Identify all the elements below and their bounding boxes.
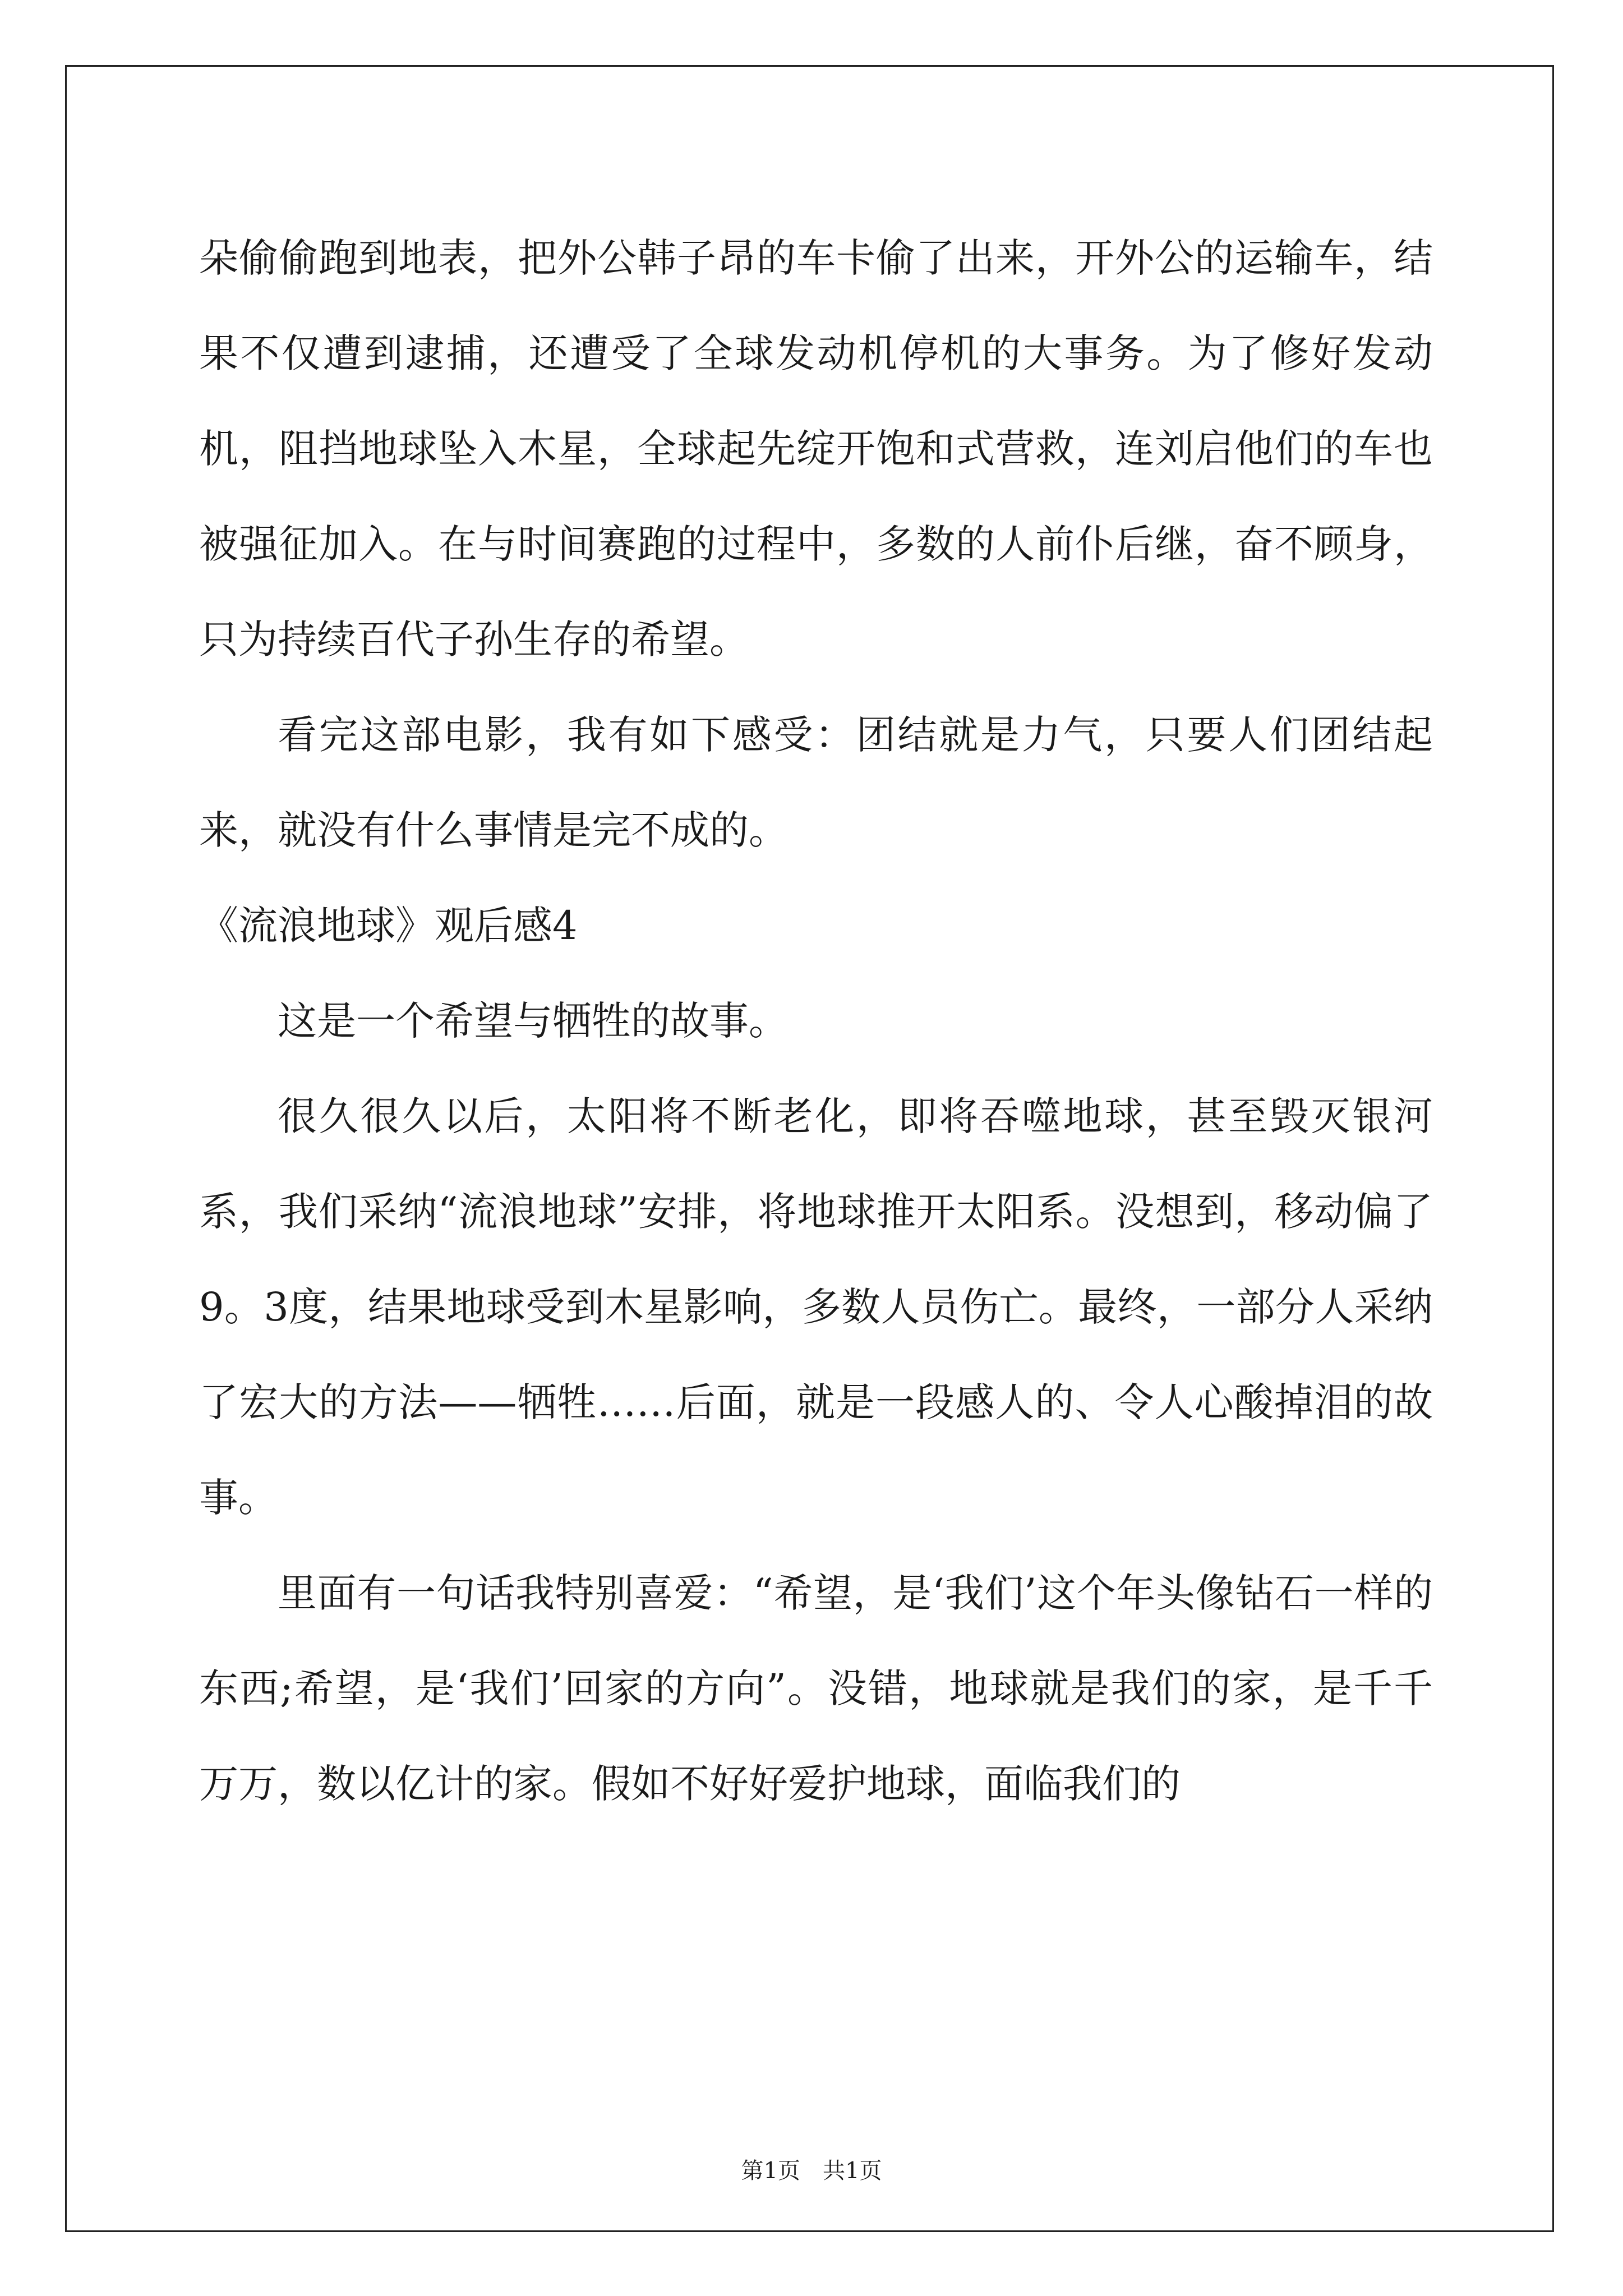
paragraph-quote: 里面有一句话我特别喜爱：“希望，是‘我们’这个年头像钻石一样的东西;希望，是‘我们’回家的方向”。没错，地球就是我们的家，是千千万万，数以亿计的家。假如不好好爱护地球，面临我们的 [199,1570,1433,1807]
page-footer: 第1页 共1页 [741,2158,882,2184]
paragraph-conclusion: 看完这部电影，我有如下感受：团结就是力气，只要人们团结起来，就没有什么事情是完不成的。 [199,712,1433,853]
paragraph-continued: 朵偷偷跑到地表，把外公韩子昂的车卡偷了出来，开外公的运输车，结果不仅遭到逮捕，还遭受了全球发动机停机的大事务。为了修好发动机，阻挡地球坠入木星，全球起先绽开饱和式营救，连刘启他们的车也被强征加入。在与时间赛跑的过程中，多数的人前仆后继，奋不顾身，只为持续百代子孙生存的希望。 [199,235,1433,662]
document-body [199,210,1433,1832]
section-heading: 《流浪地球》观后感4 [199,903,578,949]
paragraph-story: 很久很久以后，太阳将不断老化，即将吞噬地球，甚至毁灭银河系，我们采纳“流浪地球”安排，将地球推开太阳系。没想到，移动偏了9。3度，结果地球受到木星影响，多数人员伤亡。最终，一部分人采纳了宏大的方法——牺牲……后面，就是一段感人的、令人心酸掉泪的故事。 [199,1093,1433,1521]
paragraph-intro: 这是一个希望与牺牲的故事。 [278,998,788,1044]
